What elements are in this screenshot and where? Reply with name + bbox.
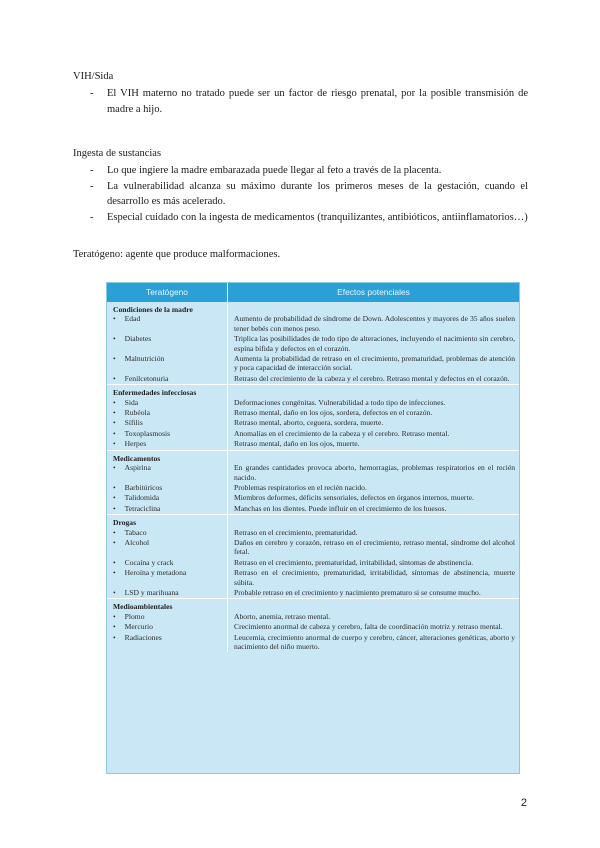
teratogen-name: • Plomo: [113, 612, 145, 621]
effect-cell: Probable retraso en el crecimiento y nacimiento prematuro si se consume mucho.: [234, 587, 481, 597]
effect-cell: Leucemia, crecimiento anormal de cuerpo y cerebro, cáncer, alteraciones genéticas, aborto y nacimiento del niño muerto.: [234, 632, 515, 651]
teratogen-cell: [107, 354, 228, 374]
teratogen-cell: [107, 314, 228, 334]
category-row: [107, 450, 519, 463]
table-row: [107, 633, 519, 653]
teratogen-name: • Fenilcetonuria: [113, 374, 169, 383]
effect-cell: Anomalías en el crecimiento de la cabeza y el cerebro. Retraso mental.: [234, 428, 450, 438]
table-row: [107, 483, 519, 493]
table-row: [107, 439, 519, 450]
table-row: [107, 314, 519, 334]
effect-cell: Retraso mental, daño en los ojos, sordera, defectos en el corazón.: [234, 408, 433, 418]
table-row: [107, 429, 519, 439]
section-title-ingesta: Ingesta de sustancias: [73, 148, 162, 159]
effect-cell: Retraso en el crecimiento, prematuridad, irritabilidad, síntomas de abstinencia.: [234, 557, 474, 567]
teratogen-cell: [107, 483, 228, 493]
table-header-row: [107, 283, 519, 302]
teratogen-name: • Talidomida: [113, 493, 159, 502]
teratogen-name: • Sífilis: [113, 418, 143, 427]
teratogen-table: [107, 283, 519, 652]
effect-cell: Aumenta la probabilidad de retraso en el crecimiento, prematuridad, problemas de atención y poca capacidad de interacción social.: [234, 354, 515, 373]
table-row: [107, 568, 519, 588]
teratogen-name: • Alcohol: [113, 538, 149, 547]
teratogen-cell: [107, 418, 228, 428]
page-number: 2: [520, 797, 527, 809]
teratogen-name: • Rubéola: [113, 408, 150, 417]
effect-cell: Retraso mental, daño en los ojos, muerte.: [234, 439, 360, 449]
table-row: [107, 493, 519, 503]
teratogen-cell: [107, 463, 228, 483]
effect-cell: Triplica las posibilidades de todo tipo de alteraciones, incluyendo el nacimiento sin cerebro, espina bífida y defectos en el corazón.: [234, 334, 515, 353]
teratogen-cell: [107, 528, 228, 538]
teratogen-cell: [107, 493, 228, 503]
table-row: [107, 374, 519, 385]
teratogen-cell: [107, 588, 228, 599]
table-row: [107, 538, 519, 558]
effect-cell: Miembros deformes, déficits sensoriales, defectos en órganos internos, muerte.: [234, 493, 474, 503]
effect-cell: Manchas en los dientes. Puede influir en el crecimiento de los huesos.: [234, 503, 447, 513]
teratogen-cell: [107, 439, 228, 450]
table-row: [107, 612, 519, 622]
table-row: [107, 504, 519, 515]
teratogen-name: • Heroína y metadona: [113, 568, 186, 577]
table-row: [107, 588, 519, 599]
effect-cell: Problemas respiratorios en el recién nacido.: [234, 482, 367, 492]
column-header-efectos: Efectos potenciales: [228, 283, 520, 302]
effect-cell: Aborto, anemia, retraso mental.: [234, 611, 331, 621]
category-row: [107, 599, 519, 612]
table-row: [107, 463, 519, 483]
effect-cell: En grandes cantidades provoca aborto, hemorragias, problemas respiratorios en el recién nacido.: [234, 463, 515, 482]
section-title-vih: VIH/Sida: [73, 71, 114, 82]
teratogen-name: • Sida: [113, 398, 138, 407]
table-row: [107, 334, 519, 354]
ingesta-bullet-list: [90, 163, 528, 225]
teratogen-table-figure: [106, 282, 520, 774]
table-row: [107, 528, 519, 538]
teratogen-cell: [107, 622, 228, 632]
category-label: Medicamentos: [107, 450, 228, 463]
effect-cell: Retraso del crecimiento de la cabeza y el cerebro. Retraso mental y defectos en el corazón.: [234, 373, 510, 383]
table-row: [107, 398, 519, 408]
category-empty-cell: [228, 385, 520, 398]
effect-cell: Deformaciones congénitas. Vulnerabilidad a todo tipo de infecciones.: [234, 397, 446, 407]
teratogen-name: • Cocaína y crack: [113, 558, 174, 567]
list-item: - El VIH materno no tratado puede ser un factor de riesgo prenatal, por la posible transmisión de madre a hijo.: [90, 86, 528, 117]
effect-cell: Retraso mental, aborto, ceguera, sordera, muerte.: [234, 418, 384, 428]
category-empty-cell: [228, 450, 520, 463]
teratogen-name: • LSD y marihuana: [113, 588, 179, 597]
list-item: - Lo que ingiere la madre embarazada puede llegar al feto a través de la placenta.: [90, 163, 528, 179]
teratogen-name: • Tabaco: [113, 528, 147, 537]
teratogen-cell: [107, 538, 228, 558]
category-row: [107, 302, 519, 314]
table-body: [107, 302, 519, 652]
teratogen-name: • Aspirina: [113, 463, 151, 472]
teratogen-name: • Malnutrición: [113, 354, 164, 363]
teratogen-name: • Toxoplasmosis: [113, 429, 170, 438]
teratogen-cell: [107, 568, 228, 588]
category-empty-cell: [228, 515, 520, 528]
column-header-teratogeno: Teratógeno: [107, 283, 228, 302]
category-label: Medioambientales: [107, 599, 228, 612]
table-row: [107, 622, 519, 632]
teratogen-name: • Edad: [113, 314, 140, 323]
teratogen-name: • Tetraciclina: [113, 504, 160, 513]
teratogen-name: • Herpes: [113, 439, 146, 448]
teratogen-name: • Barbitúricos: [113, 483, 162, 492]
teratogen-cell: [107, 612, 228, 622]
teratogen-cell: [107, 408, 228, 418]
effect-cell: Aumento de probabilidad de síndrome de Down. Adolescentes y mayores de 35 años suelen tener bebés con menos peso.: [234, 314, 515, 333]
table-row: [107, 354, 519, 374]
teratogen-cell: [107, 633, 228, 653]
effect-cell: Daños en cerebro y corazón, retraso en el crecimiento, retraso mental, síndrome del alcohol fetal.: [234, 537, 515, 557]
teratogen-cell: [107, 374, 228, 385]
teratogen-cell: [107, 398, 228, 408]
list-item: - Especial cuidado con la ingesta de medicamentos (tranquilizantes, antibióticos, antiinflamatorios…): [90, 210, 528, 226]
teratogen-definition: Teratógeno: agente que produce malformaciones.: [73, 249, 281, 260]
category-row: [107, 515, 519, 528]
effect-cell: Retraso en el crecimiento, prematuridad.: [234, 527, 358, 537]
category-row: [107, 385, 519, 398]
table-row: [107, 418, 519, 428]
teratogen-cell: [107, 558, 228, 568]
category-empty-cell: [228, 599, 520, 612]
teratogen-cell: [107, 429, 228, 439]
category-label: Condiciones de la madre: [107, 302, 228, 314]
table-row: [107, 558, 519, 568]
teratogen-name: • Diabetes: [113, 334, 151, 343]
table-row: [107, 408, 519, 418]
teratogen-name: • Mercurio: [113, 622, 153, 631]
teratogen-cell: [107, 504, 228, 515]
effect-cell: Retraso en el crecimiento, prematuridad, irritabilidad, síntomas de abstinencia, muerte súbita.: [234, 568, 515, 587]
effect-cell: Crecimiento anormal de cabeza y cerebro, falta de coordinación motriz y retraso mental.: [234, 622, 503, 632]
teratogen-name: • Radiaciones: [113, 633, 162, 642]
list-item: - La vulnerabilidad alcanza su máximo durante los primeros meses de la gestación, cuando el desarrollo es más acelerado.: [90, 179, 528, 210]
category-label: Drogas: [107, 515, 228, 528]
vih-bullet-list: [90, 86, 528, 117]
category-empty-cell: [228, 302, 520, 314]
category-label: Enfermedades infecciosas: [107, 385, 228, 398]
teratogen-cell: [107, 334, 228, 354]
